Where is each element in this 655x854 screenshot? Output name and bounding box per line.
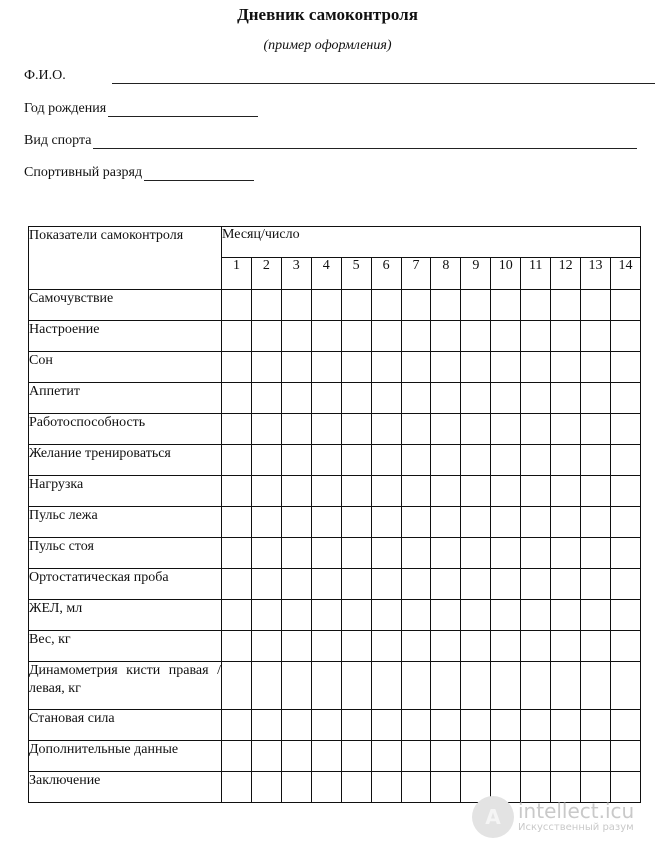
day-header-5: 5 bbox=[341, 258, 371, 290]
birth-year-blank-line bbox=[108, 102, 258, 117]
entry-cell bbox=[610, 741, 640, 772]
entry-cell bbox=[311, 600, 341, 631]
entry-cell bbox=[610, 290, 640, 321]
entry-cell bbox=[581, 569, 611, 600]
table-row bbox=[29, 321, 641, 352]
row-label: Пульс стоя bbox=[29, 538, 222, 569]
day-header-6: 6 bbox=[371, 258, 401, 290]
entry-cell bbox=[251, 507, 281, 538]
entry-cell bbox=[610, 662, 640, 710]
entry-cell bbox=[431, 538, 461, 569]
table-row bbox=[29, 445, 641, 476]
birth-year-label: Год рождения bbox=[24, 101, 107, 116]
entry-cell bbox=[491, 507, 521, 538]
entry-cell bbox=[311, 290, 341, 321]
entry-cell bbox=[281, 538, 311, 569]
entry-cell bbox=[610, 414, 640, 445]
entry-cell bbox=[281, 507, 311, 538]
row-label: Аппетит bbox=[29, 383, 222, 414]
entry-cell bbox=[222, 321, 252, 352]
sport-field bbox=[24, 133, 637, 149]
entry-cell bbox=[281, 772, 311, 803]
entry-cell bbox=[521, 569, 551, 600]
table-row bbox=[29, 631, 641, 662]
entry-cell bbox=[341, 414, 371, 445]
entry-cell bbox=[401, 600, 431, 631]
entry-cell bbox=[491, 569, 521, 600]
entry-cell bbox=[491, 538, 521, 569]
entry-cell bbox=[341, 710, 371, 741]
entry-cell bbox=[551, 538, 581, 569]
table-row bbox=[29, 710, 641, 741]
entry-cell bbox=[401, 772, 431, 803]
entry-cell bbox=[222, 710, 252, 741]
entry-cell bbox=[401, 569, 431, 600]
row-label: Сон bbox=[29, 352, 222, 383]
entry-cell bbox=[581, 445, 611, 476]
entry-cell bbox=[610, 445, 640, 476]
entry-cell bbox=[461, 383, 491, 414]
sport-blank-line bbox=[93, 134, 637, 149]
row-label: Дополнительные данные bbox=[29, 741, 222, 772]
row-label: Работоспособность bbox=[29, 414, 222, 445]
entry-cell bbox=[431, 631, 461, 662]
entry-cell bbox=[431, 321, 461, 352]
day-header-7: 7 bbox=[401, 258, 431, 290]
entry-cell bbox=[491, 290, 521, 321]
table-row bbox=[29, 414, 641, 445]
entry-cell bbox=[461, 662, 491, 710]
entry-cell bbox=[461, 538, 491, 569]
entry-cell bbox=[281, 352, 311, 383]
entry-cell bbox=[341, 631, 371, 662]
entry-cell bbox=[401, 445, 431, 476]
entry-cell bbox=[341, 445, 371, 476]
entry-cell bbox=[401, 662, 431, 710]
watermark-site: intellect.icu bbox=[518, 799, 635, 823]
entry-cell bbox=[371, 569, 401, 600]
entry-cell bbox=[341, 352, 371, 383]
entry-cell bbox=[551, 321, 581, 352]
indicator-header: Показатели самоконтроля bbox=[29, 227, 222, 290]
entry-cell bbox=[551, 414, 581, 445]
entry-cell bbox=[521, 352, 551, 383]
entry-cell bbox=[222, 507, 252, 538]
entry-cell bbox=[371, 476, 401, 507]
entry-cell bbox=[281, 476, 311, 507]
row-label: Нагрузка bbox=[29, 476, 222, 507]
entry-cell bbox=[371, 741, 401, 772]
entry-cell bbox=[401, 538, 431, 569]
entry-cell bbox=[491, 383, 521, 414]
entry-cell bbox=[281, 710, 311, 741]
self-control-table bbox=[28, 226, 641, 803]
entry-cell bbox=[431, 352, 461, 383]
entry-cell bbox=[581, 383, 611, 414]
table-body bbox=[29, 290, 641, 803]
entry-cell bbox=[581, 290, 611, 321]
watermark-logo-icon bbox=[472, 796, 514, 838]
entry-cell bbox=[581, 600, 611, 631]
entry-cell bbox=[401, 321, 431, 352]
entry-cell bbox=[311, 476, 341, 507]
entry-cell bbox=[341, 538, 371, 569]
entry-cell bbox=[251, 414, 281, 445]
document-title: Дневник самоконтроля bbox=[237, 5, 418, 24]
row-label: Становая сила bbox=[29, 710, 222, 741]
entry-cell bbox=[610, 600, 640, 631]
entry-cell bbox=[581, 741, 611, 772]
fio-field bbox=[24, 68, 655, 84]
entry-cell bbox=[222, 631, 252, 662]
entry-cell bbox=[281, 445, 311, 476]
entry-cell bbox=[341, 290, 371, 321]
entry-cell bbox=[491, 321, 521, 352]
entry-cell bbox=[281, 383, 311, 414]
entry-cell bbox=[431, 569, 461, 600]
entry-cell bbox=[251, 772, 281, 803]
entry-cell bbox=[521, 414, 551, 445]
row-label: ЖЕЛ, мл bbox=[29, 600, 222, 631]
day-header-12: 12 bbox=[551, 258, 581, 290]
entry-cell bbox=[431, 445, 461, 476]
entry-cell bbox=[610, 710, 640, 741]
entry-cell bbox=[551, 569, 581, 600]
entry-cell bbox=[222, 662, 252, 710]
entry-cell bbox=[371, 445, 401, 476]
entry-cell bbox=[222, 569, 252, 600]
entry-cell bbox=[491, 476, 521, 507]
watermark-tagline: Искусственный разум bbox=[518, 822, 634, 833]
entry-cell bbox=[371, 631, 401, 662]
entry-cell bbox=[341, 321, 371, 352]
entry-cell bbox=[551, 631, 581, 662]
entry-cell bbox=[222, 600, 252, 631]
entry-cell bbox=[461, 631, 491, 662]
entry-cell bbox=[251, 290, 281, 321]
table-row bbox=[29, 352, 641, 383]
entry-cell bbox=[521, 600, 551, 631]
entry-cell bbox=[521, 662, 551, 710]
entry-cell bbox=[461, 507, 491, 538]
entry-cell bbox=[281, 631, 311, 662]
entry-cell bbox=[461, 290, 491, 321]
day-header-4: 4 bbox=[311, 258, 341, 290]
entry-cell bbox=[551, 662, 581, 710]
entry-cell bbox=[311, 445, 341, 476]
entry-cell bbox=[281, 321, 311, 352]
entry-cell bbox=[491, 662, 521, 710]
entry-cell bbox=[222, 772, 252, 803]
entry-cell bbox=[431, 476, 461, 507]
watermark bbox=[472, 796, 634, 838]
entry-cell bbox=[491, 631, 521, 662]
entry-cell bbox=[371, 383, 401, 414]
entry-cell bbox=[431, 741, 461, 772]
entry-cell bbox=[281, 569, 311, 600]
entry-cell bbox=[491, 741, 521, 772]
entry-cell bbox=[521, 631, 551, 662]
entry-cell bbox=[251, 662, 281, 710]
entry-cell bbox=[251, 383, 281, 414]
entry-cell bbox=[551, 710, 581, 741]
table-row bbox=[29, 569, 641, 600]
entry-cell bbox=[341, 600, 371, 631]
fio-blank-line bbox=[112, 69, 655, 84]
birth-year-field bbox=[24, 101, 258, 117]
table-row bbox=[29, 538, 641, 569]
entry-cell bbox=[311, 507, 341, 538]
entry-cell bbox=[461, 710, 491, 741]
entry-cell bbox=[521, 321, 551, 352]
entry-cell bbox=[491, 710, 521, 741]
table-row bbox=[29, 476, 641, 507]
entry-cell bbox=[222, 445, 252, 476]
entry-cell bbox=[581, 414, 611, 445]
row-label: Настроение bbox=[29, 321, 222, 352]
entry-cell bbox=[401, 476, 431, 507]
entry-cell bbox=[461, 600, 491, 631]
day-header-10: 10 bbox=[491, 258, 521, 290]
watermark-logo-letter: A bbox=[485, 805, 501, 829]
entry-cell bbox=[371, 600, 401, 631]
entry-cell bbox=[371, 290, 401, 321]
day-header-2: 2 bbox=[251, 258, 281, 290]
entry-cell bbox=[551, 476, 581, 507]
entry-cell bbox=[341, 383, 371, 414]
entry-cell bbox=[251, 710, 281, 741]
entry-cell bbox=[251, 538, 281, 569]
entry-cell bbox=[341, 476, 371, 507]
day-header-9: 9 bbox=[461, 258, 491, 290]
entry-cell bbox=[610, 538, 640, 569]
entry-cell bbox=[521, 476, 551, 507]
entry-cell bbox=[461, 741, 491, 772]
entry-cell bbox=[610, 631, 640, 662]
row-label: Пульс лежа bbox=[29, 507, 222, 538]
entry-cell bbox=[551, 600, 581, 631]
rank-field bbox=[24, 165, 254, 181]
entry-cell bbox=[431, 710, 461, 741]
entry-cell bbox=[311, 741, 341, 772]
entry-cell bbox=[401, 710, 431, 741]
fio-label: Ф.И.О. bbox=[24, 68, 66, 83]
entry-cell bbox=[401, 741, 431, 772]
day-header-3: 3 bbox=[281, 258, 311, 290]
entry-cell bbox=[311, 414, 341, 445]
row-label: Вес, кг bbox=[29, 631, 222, 662]
entry-cell bbox=[341, 741, 371, 772]
entry-cell bbox=[341, 569, 371, 600]
entry-cell bbox=[581, 662, 611, 710]
entry-cell bbox=[551, 290, 581, 321]
entry-cell bbox=[551, 352, 581, 383]
entry-cell bbox=[281, 741, 311, 772]
table-row bbox=[29, 662, 641, 710]
entry-cell bbox=[251, 741, 281, 772]
entry-cell bbox=[222, 414, 252, 445]
entry-cell bbox=[581, 538, 611, 569]
entry-cell bbox=[431, 414, 461, 445]
document-subtitle: (пример оформления) bbox=[263, 38, 392, 53]
entry-cell bbox=[281, 414, 311, 445]
entry-cell bbox=[251, 321, 281, 352]
entry-cell bbox=[401, 352, 431, 383]
entry-cell bbox=[610, 383, 640, 414]
entry-cell bbox=[281, 600, 311, 631]
entry-cell bbox=[311, 352, 341, 383]
entry-cell bbox=[491, 352, 521, 383]
entry-cell bbox=[311, 772, 341, 803]
entry-cell bbox=[581, 507, 611, 538]
entry-cell bbox=[222, 383, 252, 414]
day-header-11: 11 bbox=[521, 258, 551, 290]
entry-cell bbox=[431, 600, 461, 631]
entry-cell bbox=[521, 290, 551, 321]
table-row bbox=[29, 507, 641, 538]
entry-cell bbox=[431, 507, 461, 538]
sport-label: Вид спорта bbox=[24, 133, 92, 148]
entry-cell bbox=[311, 710, 341, 741]
entry-cell bbox=[551, 741, 581, 772]
entry-cell bbox=[610, 321, 640, 352]
entry-cell bbox=[521, 538, 551, 569]
entry-cell bbox=[401, 290, 431, 321]
entry-cell bbox=[251, 476, 281, 507]
entry-cell bbox=[610, 476, 640, 507]
table-row bbox=[29, 741, 641, 772]
day-header-1: 1 bbox=[222, 258, 252, 290]
entry-cell bbox=[610, 352, 640, 383]
entry-cell bbox=[371, 414, 401, 445]
entry-cell bbox=[401, 507, 431, 538]
entry-cell bbox=[461, 445, 491, 476]
entry-cell bbox=[222, 476, 252, 507]
entry-cell bbox=[251, 352, 281, 383]
entry-cell bbox=[401, 414, 431, 445]
entry-cell bbox=[610, 569, 640, 600]
entry-cell bbox=[521, 383, 551, 414]
entry-cell bbox=[222, 538, 252, 569]
entry-cell bbox=[251, 569, 281, 600]
entry-cell bbox=[581, 476, 611, 507]
entry-cell bbox=[371, 662, 401, 710]
entry-cell bbox=[521, 507, 551, 538]
entry-cell bbox=[401, 383, 431, 414]
entry-cell bbox=[371, 507, 401, 538]
entry-cell bbox=[551, 507, 581, 538]
day-header-8: 8 bbox=[431, 258, 461, 290]
entry-cell bbox=[371, 710, 401, 741]
entry-cell bbox=[371, 352, 401, 383]
entry-cell bbox=[371, 538, 401, 569]
entry-cell bbox=[461, 476, 491, 507]
entry-cell bbox=[311, 538, 341, 569]
entry-cell bbox=[461, 352, 491, 383]
entry-cell bbox=[371, 772, 401, 803]
entry-cell bbox=[311, 383, 341, 414]
entry-cell bbox=[311, 321, 341, 352]
row-label: Динамометрия кисти правая /левая, кг bbox=[29, 662, 222, 710]
entry-cell bbox=[581, 321, 611, 352]
entry-cell bbox=[491, 445, 521, 476]
entry-cell bbox=[281, 662, 311, 710]
rank-label: Спортивный разряд bbox=[24, 165, 143, 180]
entry-cell bbox=[311, 662, 341, 710]
entry-cell bbox=[341, 662, 371, 710]
entry-cell bbox=[222, 290, 252, 321]
entry-cell bbox=[431, 383, 461, 414]
entry-cell bbox=[341, 507, 371, 538]
entry-cell bbox=[491, 414, 521, 445]
rank-blank-line bbox=[144, 166, 254, 181]
entry-cell bbox=[461, 414, 491, 445]
entry-cell bbox=[401, 631, 431, 662]
entry-cell bbox=[581, 352, 611, 383]
entry-cell bbox=[551, 445, 581, 476]
entry-cell bbox=[431, 772, 461, 803]
entry-cell bbox=[341, 772, 371, 803]
entry-cell bbox=[610, 507, 640, 538]
row-label: Желание тренироваться bbox=[29, 445, 222, 476]
entry-cell bbox=[311, 631, 341, 662]
day-header-14: 14 bbox=[610, 258, 640, 290]
entry-cell bbox=[521, 741, 551, 772]
table-header-row bbox=[29, 227, 641, 258]
entry-cell bbox=[491, 600, 521, 631]
entry-cell bbox=[371, 321, 401, 352]
entry-cell bbox=[461, 569, 491, 600]
entry-cell bbox=[281, 290, 311, 321]
row-label: Ортостатическая проба bbox=[29, 569, 222, 600]
entry-cell bbox=[251, 631, 281, 662]
row-label: Заключение bbox=[29, 772, 222, 803]
entry-cell bbox=[551, 383, 581, 414]
entry-cell bbox=[521, 445, 551, 476]
day-header-13: 13 bbox=[581, 258, 611, 290]
table-row bbox=[29, 600, 641, 631]
entry-cell bbox=[461, 321, 491, 352]
entry-cell bbox=[431, 662, 461, 710]
entry-cell bbox=[251, 445, 281, 476]
month-header: Месяц/число bbox=[222, 227, 641, 258]
entry-cell bbox=[521, 710, 551, 741]
entry-cell bbox=[311, 569, 341, 600]
entry-cell bbox=[581, 631, 611, 662]
entry-cell bbox=[251, 600, 281, 631]
entry-cell bbox=[222, 352, 252, 383]
entry-cell bbox=[222, 741, 252, 772]
entry-cell bbox=[431, 290, 461, 321]
entry-cell bbox=[581, 710, 611, 741]
table-row bbox=[29, 290, 641, 321]
row-label: Самочувствие bbox=[29, 290, 222, 321]
table-row bbox=[29, 383, 641, 414]
